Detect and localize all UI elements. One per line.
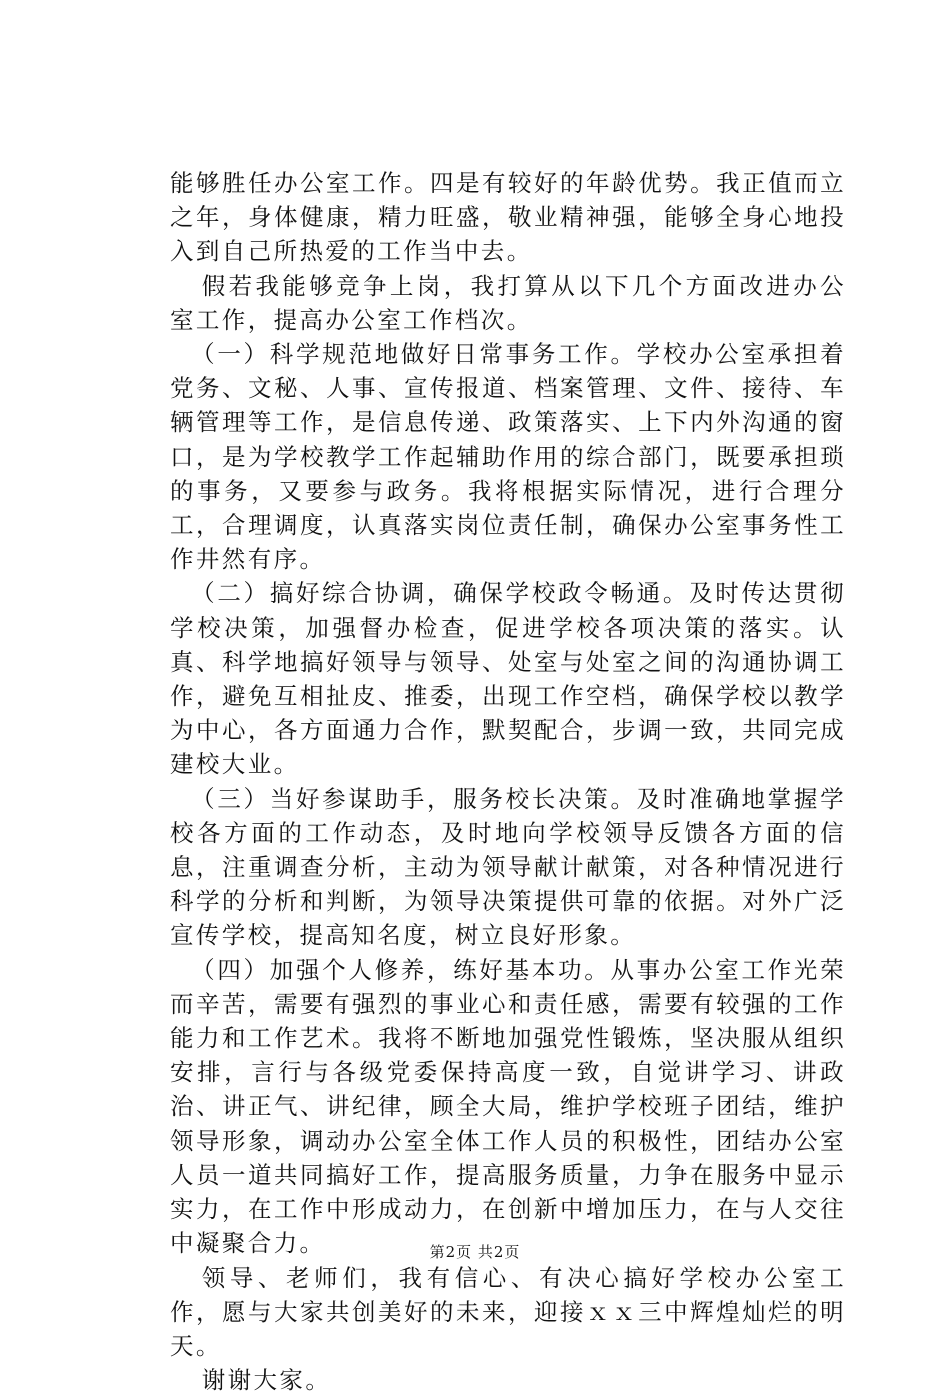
document-body — [170, 166, 846, 1397]
paragraph-8: 谢谢大家。 — [201, 1366, 332, 1395]
page-footer: 第2页 共2页 — [429, 1243, 521, 1261]
paragraph-2: 假若我能够竞争上岗，我打算从以下几个方面改进办公室工作，提高办公室工作档次。 — [170, 271, 846, 334]
paragraph-5: （三）当好参谋助手，服务校长决策。及时准确地掌握学校各方面的工作动态，及时地向学校领导反馈各方面的信息，注重调查分析，主动为领导献计献策，对各种情况进行科学的分析和判断，为领导决策提供可靠的依据。对外广泛宣传学校，提高知名度，树立良好形象。 — [170, 784, 846, 950]
paragraph-3: （一）科学规范地做好日常事务工作。学校办公室承担着党务、文秘、人事、宣传报道、档案管理、文件、接待、车辆管理等工作，是信息传递、政策落实、上下内外沟通的窗口，是为学校教学工作起辅助作用的综合部门，既要承担琐的事务，又要参与政务。我将根据实际情况，进行合理分工，合理调度，认真落实岗位责任制，确保办公室事务性工作井然有序。 — [170, 340, 846, 574]
paragraph-6: （四）加强个人修养，练好基本功。从事办公室工作光荣而辛苦，需要有强烈的事业心和责任感，需要有较强的工作能力和工作艺术。我将不断地加强党性锻炼，坚决服从组织安排，言行与各级党委保持高度一致，自觉讲学习、讲政治、讲正气、讲纪律，顾全大局，维护学校班子团结，维护领导形象，调动办公室全体工作人员的积极性，团结办公室人员一道共同搞好工作，提高服务质量，力争在服务中显示实力，在工作中形成动力，在创新中增加压力，在与人交往中凝聚合力。 — [170, 955, 846, 1258]
paragraph-1: 能够胜任办公室工作。四是有较好的年龄优势。我正值而立之年，身体健康，精力旺盛，敬业精神强，能够全身心地投入到自己所热爱的工作当中去。 — [170, 169, 846, 266]
paragraph-4: （二）搞好综合协调，确保学校政令畅通。及时传达贯彻学校决策，加强督办检查，促进学校各项决策的落实。认真、科学地搞好领导与领导、处室与处室之间的沟通协调工作，避免互相扯皮、推委，出现工作空档，确保学校以教学为中心，各方面通力合作，默契配合，步调一致，共同完成建校大业。 — [170, 579, 846, 779]
paragraph-7: 领导、老师们，我有信心、有决心搞好学校办公室工作，愿与大家共创美好的未来，迎接ｘｘ三中辉煌灿烂的明天。 — [170, 1263, 846, 1360]
